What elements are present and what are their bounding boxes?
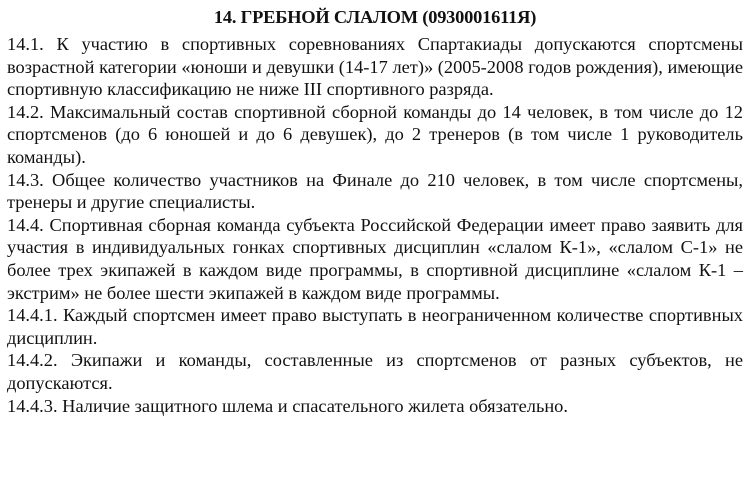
section-title: 14. ГРЕБНОЙ СЛАЛОМ (0930001611Я) [213,7,537,27]
paragraph-14-4-1: 14.4.1. Каждый спортсмен имеет право выступать в неограниченном количестве спортивных дисциплин. [7,305,743,348]
paragraph-14-4: 14.4. Спортивная сборная команда субъекта Российской Федерации имеет право заявить для участия в индивидуальных гонках спортивных дисциплин «слалом К-1», «слалом С-1» не более трех экипажей в каждом виде программы, в спортивной дисциплине «слалом К-1 – экстрим» не более шести экипажей в каждом виде программы. [7,214,743,303]
paragraph-14-2: 14.2. Максимальный состав спортивной сборной команды до 14 человек, в том числе до 12 спортсменов (до 6 юношей и до 6 девушек), до 2 тренеров (в том числе 1 руководитель команды). [7,101,743,167]
paragraph-14-4-3: 14.4.3. Наличие защитного шлема и спасательного жилета обязательно. [7,395,568,416]
paragraph-14-4-2: 14.4.2. Экипажи и команды, составленные из спортсменов от разных субъектов, не допускаются. [7,350,743,393]
paragraph-14-1: 14.1. К участию в спортивных соревнованиях Спартакиады допускаются спортсмены возрастной категории «юноши и девушки (14-17 лет)» (2005-2008 годов рождения), имеющие спортивную классификацию не ниже III спортивного разряда. [7,34,743,100]
paragraph-14-3: 14.3. Общее количество участников на Финале до 210 человек, в том числе спортсмены, тренеры и другие специалисты. [7,169,743,213]
